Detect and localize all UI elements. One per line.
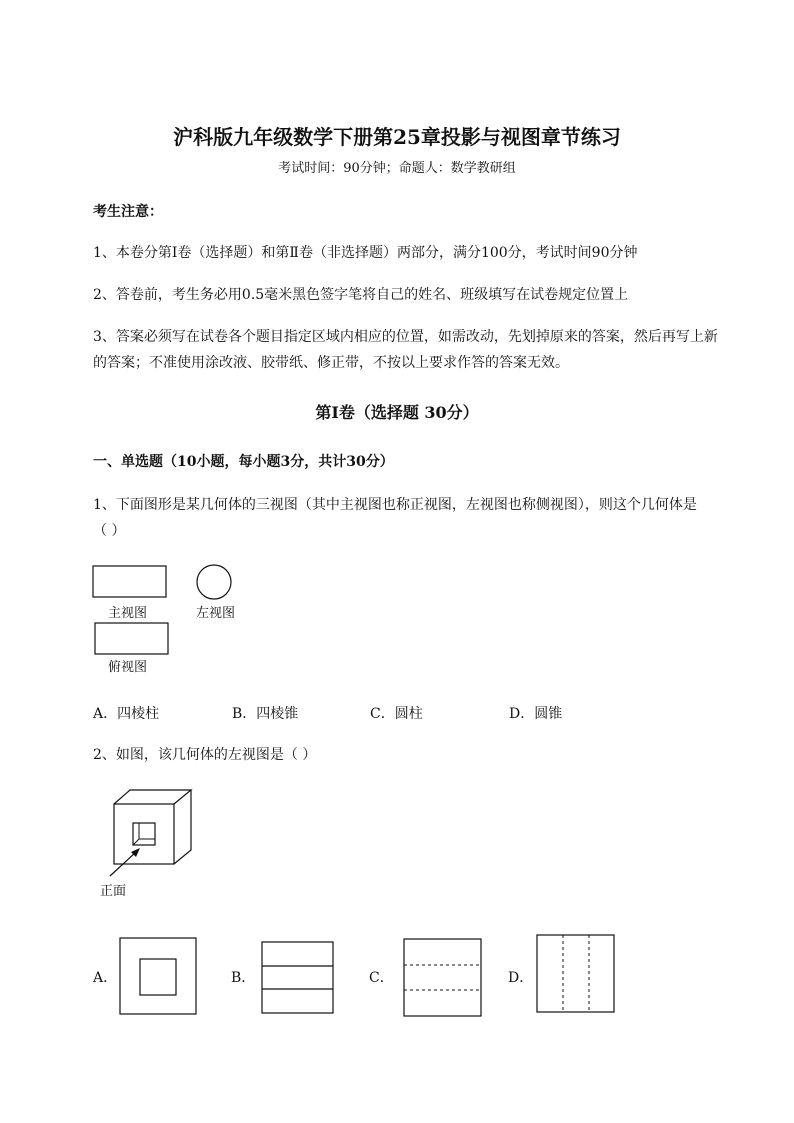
q1-front-view-label: 主视图 xyxy=(108,606,148,621)
q1-top-view-label: 俯视图 xyxy=(108,660,148,675)
exam-info: 考试时间：90分钟；命题人：数学教研组 xyxy=(278,161,516,176)
q1-stem-blank: （ ） xyxy=(93,523,126,539)
q1-option-a[interactable]: A．四棱柱 xyxy=(93,706,160,722)
notice-item-2: 2、答卷前，考生务必用0.5毫米黑色签字笔将自己的姓名、班级填写在试卷规定位置上 xyxy=(93,287,629,303)
notice-item-3: 3、答案必须写在试卷各个题目指定区域内相应的位置，如需改动，先划掉原来的答案，然后再写上新 xyxy=(93,329,718,345)
q2-option-d-figure xyxy=(537,935,614,1012)
q2-option-c-letter[interactable]: C． xyxy=(369,970,394,986)
q1-option-c[interactable]: C．圆柱 xyxy=(370,706,423,722)
notice-item-1: 1、本卷分第I卷（选择题）和第Ⅱ卷（非选择题）两部分，满分100分，考试时间90分钟 xyxy=(93,245,638,261)
q2-option-b-figure xyxy=(262,942,333,1013)
q1-option-b[interactable]: B．四棱锥 xyxy=(232,706,299,722)
q2-option-a-letter[interactable]: A． xyxy=(93,970,118,986)
q2-option-b-letter[interactable]: B． xyxy=(231,970,256,986)
page-title: 沪科版九年级数学下册第25章投影与视图章节练习 xyxy=(173,125,621,149)
q2-front-label: 正面 xyxy=(100,884,127,899)
q2-option-a-figure xyxy=(120,938,196,1014)
q1-stem: 1、下面图形是某几何体的三视图（其中主视图也称正视图，左视图也称侧视图），则这个几何体是 xyxy=(93,497,697,513)
q2-option-c-figure xyxy=(404,939,481,1016)
notice-heading: 考生注意： xyxy=(93,204,163,220)
q1-option-d[interactable]: D．圆锥 xyxy=(509,706,563,722)
q1-left-view-label: 左视图 xyxy=(196,606,236,621)
section-heading: 一、单选题（10小题，每小题3分，共计30分） xyxy=(93,454,394,470)
q2-stem: 2、如图，该几何体的左视图是（ ） xyxy=(93,747,317,763)
q2-option-d-letter[interactable]: D． xyxy=(508,970,534,986)
notice-item-3-cont: 的答案；不准使用涂改液、胶带纸、修正带，不按以上要求作答的答案无效。 xyxy=(93,355,569,371)
part1-title: 第I卷（选择题 30分） xyxy=(315,403,479,422)
